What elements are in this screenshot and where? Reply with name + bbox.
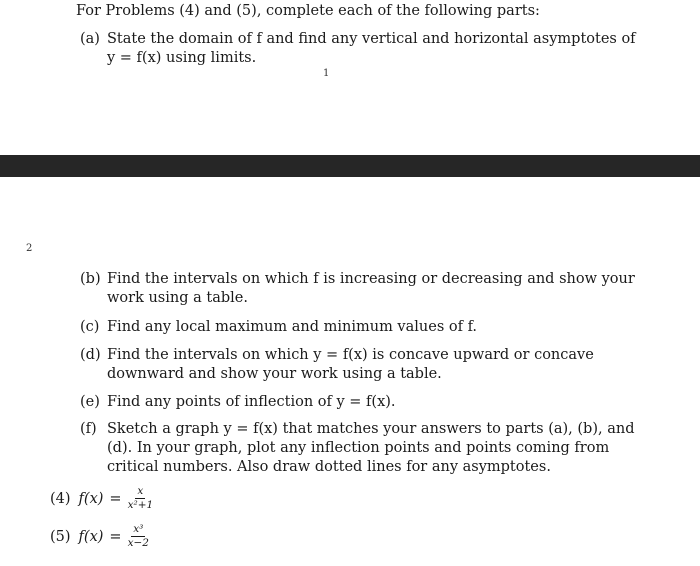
page-top [0, 0, 700, 155]
page-number-2: 2 [26, 243, 33, 254]
page-bottom [0, 177, 700, 566]
problem-5-lhs: f(x) [78, 528, 104, 545]
part-f-text: Sketch a graph y = f(x) that matches your answers to parts (a), (b), and (d). In your graph, plot any inflection points and points coming from critical numbers. Also draw dotted lines for any asymptotes. [107, 421, 635, 475]
part-c-text: Find any local maximum and minimum values of f. [107, 319, 478, 335]
part-c [80, 318, 640, 337]
part-e [80, 393, 640, 412]
part-b [80, 270, 640, 308]
part-d-label: (d) [80, 347, 101, 363]
problem-4-equals: = [109, 490, 122, 507]
problem-4-label: (4) [50, 490, 71, 507]
problem-4-lhs: f(x) [78, 490, 104, 507]
problem-5 [50, 524, 149, 549]
problem-5-equals: = [109, 528, 122, 545]
part-a-text: State the domain of f and find any vertical and horizontal asymptotes of y = f(x) using limits. [107, 31, 636, 66]
part-d-text: Find the intervals on which y = f(x) is concave upward or concave downward and show your work using a table. [107, 347, 594, 382]
problem-4-denominator: x²+1 [127, 499, 154, 511]
part-f [80, 420, 640, 477]
part-a-label: (a) [80, 31, 100, 47]
problem-4-numerator: x [137, 485, 144, 497]
part-e-label: (e) [80, 394, 100, 410]
problem-5-numerator: x³ [133, 523, 144, 535]
page-number-1: 1 [323, 68, 330, 79]
part-d [80, 346, 640, 384]
part-b-label: (b) [80, 271, 101, 287]
part-e-text: Find any points of inflection of y = f(x). [107, 394, 396, 410]
problem-4 [50, 486, 153, 511]
problem-5-denominator: x−2 [127, 537, 149, 549]
part-b-text: Find the intervals on which f is increasing or decreasing and show your work using a table. [107, 271, 635, 306]
part-f-label: (f) [80, 421, 97, 437]
problems-intro: For Problems (4) and (5), complete each of the following parts: [76, 3, 540, 19]
part-a [80, 30, 640, 68]
problem-5-label: (5) [50, 528, 71, 545]
page-divider-bar [0, 155, 700, 177]
part-c-label: (c) [80, 319, 100, 335]
problem-5-fraction [128, 524, 149, 549]
problem-4-fraction [128, 486, 154, 511]
